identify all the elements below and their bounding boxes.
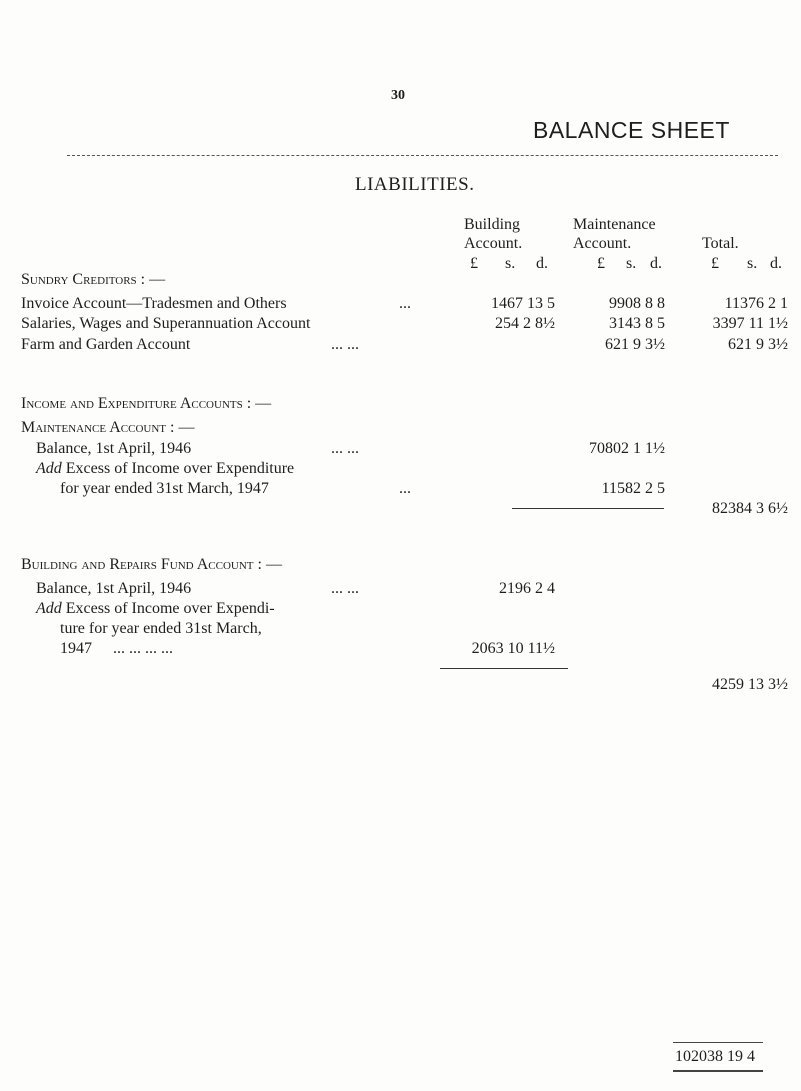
section-title: LIABILITIES.	[355, 174, 475, 195]
total-pence-unit: d.	[770, 255, 782, 272]
maintenance-pound-unit: £	[597, 255, 605, 272]
sundry-row-total: 621 9 3½	[728, 336, 788, 353]
sundry-row-dots: ...	[399, 295, 411, 312]
maintenance-balance-dots: ... ...	[331, 440, 359, 457]
maintenance-balance-value: 70802 1 1½	[589, 440, 665, 457]
grand-total-bottom-rule	[673, 1070, 763, 1072]
building-column-header-line2: Account.	[464, 235, 523, 252]
maintenance-account-subtitle: Maintenance Account : —	[21, 419, 195, 436]
sundry-row-maintenance: 621 9 3½	[605, 336, 665, 353]
grand-total-top-rule	[673, 1042, 763, 1043]
sundry-row-total: 11376 2 1	[724, 295, 788, 312]
maintenance-total-value: 82384 3 6½	[712, 500, 788, 517]
total-pound-unit: £	[711, 255, 719, 272]
maintenance-sum-rule	[512, 508, 664, 509]
maintenance-excess-text: Excess of Income over Expenditure	[65, 460, 295, 477]
maintenance-balance-label: Balance, 1st April, 1946	[36, 440, 192, 457]
sundry-row-maintenance: 9908 8 8	[609, 295, 665, 312]
sundry-row-building: 1467 13 5	[491, 295, 555, 312]
sundry-row-label: Farm and Garden Account	[21, 336, 191, 353]
add-word: Add	[36, 600, 62, 617]
building-fund-title: Building and Repairs Fund Account : —	[21, 556, 282, 573]
maintenance-column-header-line1: Maintenance	[573, 216, 656, 233]
sundry-row-maintenance: 3143 8 5	[609, 315, 665, 332]
sundry-row-label: Invoice Account—Tradesmen and Others	[21, 295, 287, 312]
add-word: Add	[36, 460, 62, 477]
sundry-row-label: Salaries, Wages and Superannuation Account	[21, 315, 311, 332]
maintenance-excess-dots: ...	[399, 480, 411, 497]
sundry-row-dots: ... ...	[331, 336, 359, 353]
page-number: 30	[391, 88, 405, 103]
building-pound-unit: £	[470, 255, 478, 272]
building-sum-rule	[440, 668, 568, 669]
sundry-creditors-title: Sundry Creditors : —	[21, 271, 166, 288]
building-balance-label: Balance, 1st April, 1946	[36, 580, 192, 597]
income-expenditure-title: Income and Expenditure Accounts : —	[21, 395, 272, 412]
building-excess-value: 2063 10 11½	[471, 640, 555, 657]
building-shilling-unit: s.	[505, 255, 516, 272]
maintenance-excess-value: 11582 2 5	[601, 480, 665, 497]
building-excess-line2: ture for year ended 31st March,	[60, 620, 262, 637]
building-excess-dots: ... ... ... ...	[113, 640, 173, 657]
maintenance-pence-unit: d.	[650, 255, 662, 272]
total-shilling-unit: s.	[747, 255, 758, 272]
building-column-header-line1: Building	[464, 216, 521, 233]
grand-total-value: 102038 19 4	[675, 1048, 755, 1065]
sundry-row-total: 3397 11 1½	[712, 315, 788, 332]
maintenance-excess-line1	[36, 460, 294, 478]
building-total-value: 4259 13 3½	[712, 676, 788, 693]
building-excess-line3: 1947	[60, 640, 92, 657]
maintenance-column-header-line2: Account.	[573, 235, 632, 252]
page-heading: BALANCE SHEET	[533, 117, 730, 143]
building-excess-text: Excess of Income over Expendi-	[65, 600, 275, 617]
maintenance-shilling-unit: s.	[626, 255, 637, 272]
heading-rule	[67, 155, 778, 156]
building-balance-value: 2196 2 4	[499, 580, 555, 597]
total-column-header: Total.	[702, 235, 739, 252]
building-excess-line1	[36, 600, 275, 618]
sundry-row-building: 254 2 8½	[495, 315, 555, 332]
building-pence-unit: d.	[536, 255, 548, 272]
building-balance-dots: ... ...	[331, 580, 359, 597]
maintenance-excess-line2: for year ended 31st March, 1947	[60, 480, 269, 497]
